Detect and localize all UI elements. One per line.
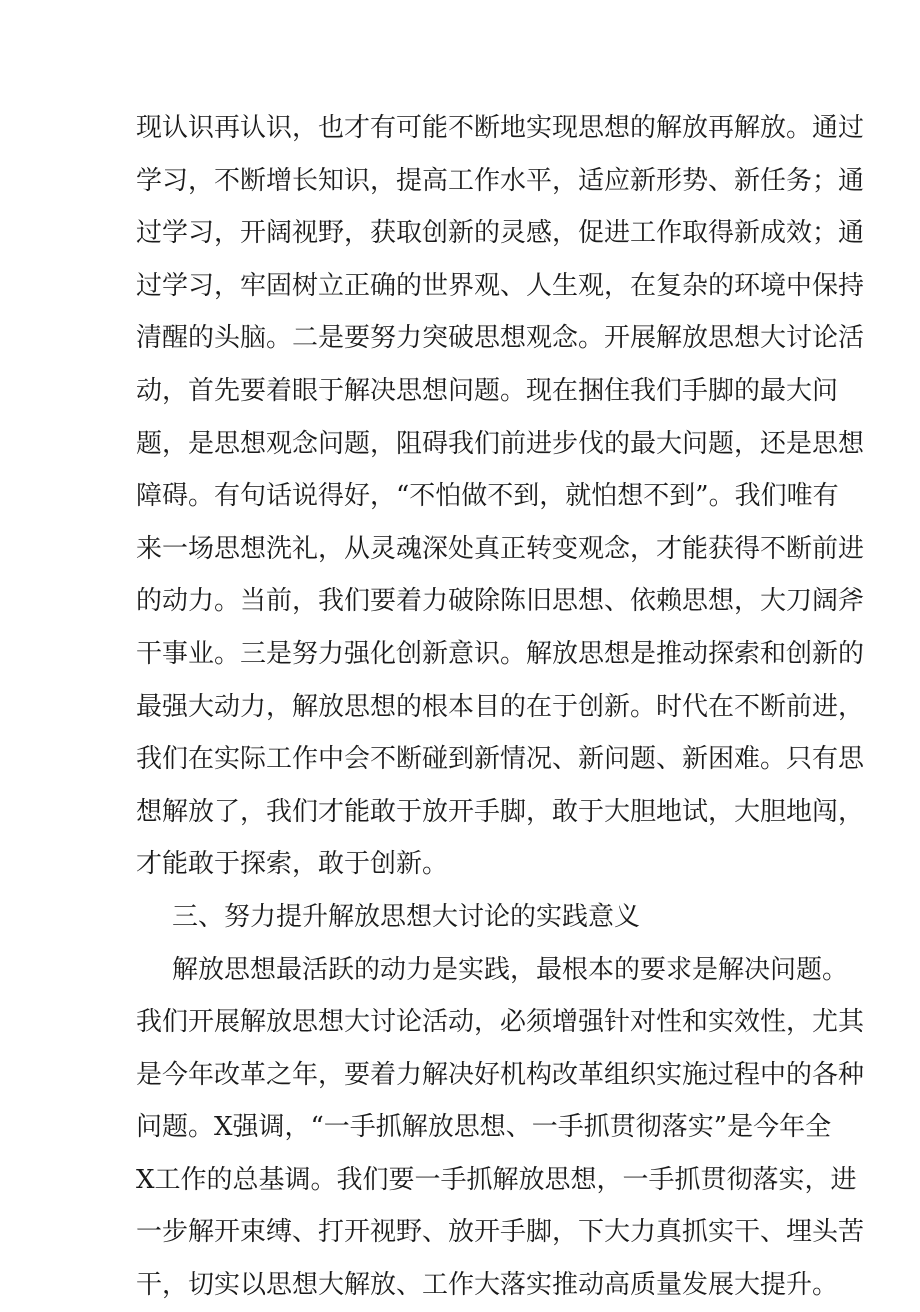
- text-line: 问题。X强调，“一手抓解放思想、一手抓贯彻落实”是今年全: [136, 1112, 832, 1143]
- text-line: 清醒的头脑。二是要努力突破思想观念。开展解放思想大讨论活: [136, 323, 865, 354]
- text-line: 的动力。当前，我们要着力破除陈旧思想、依赖思想，大刀阔斧: [136, 586, 865, 617]
- text-line: 现认识再认识，也才有可能不断地实现思想的解放再解放。通过: [136, 113, 865, 143]
- text-line: 动，首先要着眼于解决思想问题。现在捆住我们手脚的最大问: [136, 375, 839, 406]
- text-line: 过学习，牢固树立正确的世界观、人生观，在复杂的环境中保持: [136, 270, 865, 301]
- text-line: 来一场思想洗礼，从灵魂深处真正转变观念，才能获得不断前进: [136, 533, 865, 564]
- text-line: 才能敢于探索，敢于创新。: [136, 849, 449, 880]
- text-line: 学习，不断增长知识，提高工作水平，适应新形势、新任务；通: [136, 165, 865, 196]
- text-line: 是今年改革之年，要着力解决好机构改革组织实施过程中的各种: [136, 1059, 865, 1090]
- text-line: 我们开展解放思想大讨论活动，必须增强针对性和实效性，尤其: [136, 1007, 865, 1038]
- text-line: 障碍。有句话说得好，“不怕做不到，就怕想不到”。我们唯有: [136, 481, 839, 512]
- text-line: 解放思想最活跃的动力是实践，最根本的要求是解决问题。: [172, 954, 849, 985]
- text-line: 干事业。三是努力强化创新意识。解放思想是推动探索和创新的: [136, 638, 865, 669]
- text-line: 想解放了，我们才能敢于放开手脚，敢于大胆地试，大胆地闯，: [136, 796, 865, 827]
- text-line: 题，是思想观念问题，阻碍我们前进步伐的最大问题，还是思想: [136, 428, 865, 459]
- text-line: 干，切实以思想大解放、工作大落实推动高质量发展大提升。: [136, 1270, 839, 1301]
- text-line: 我们在实际工作中会不断碰到新情况、新问题、新困难。只有思: [136, 744, 865, 775]
- text-line: 最强大动力，解放思想的根本目的在于创新。时代在不断前进，: [136, 691, 865, 722]
- section-heading: 三、努力提升解放思想大讨论的实践意义: [172, 901, 641, 932]
- text-line: 一步解开束缚、打开视野、放开手脚，下大力真抓实干、埋头苦: [136, 1217, 865, 1248]
- text-line: 过学习，开阔视野，获取创新的灵感，促进工作取得新成效；通: [136, 218, 865, 249]
- text-line: X工作的总基调。我们要一手抓解放思想，一手抓贯彻落实，进: [136, 1164, 857, 1195]
- body-text: [136, 102, 865, 1312]
